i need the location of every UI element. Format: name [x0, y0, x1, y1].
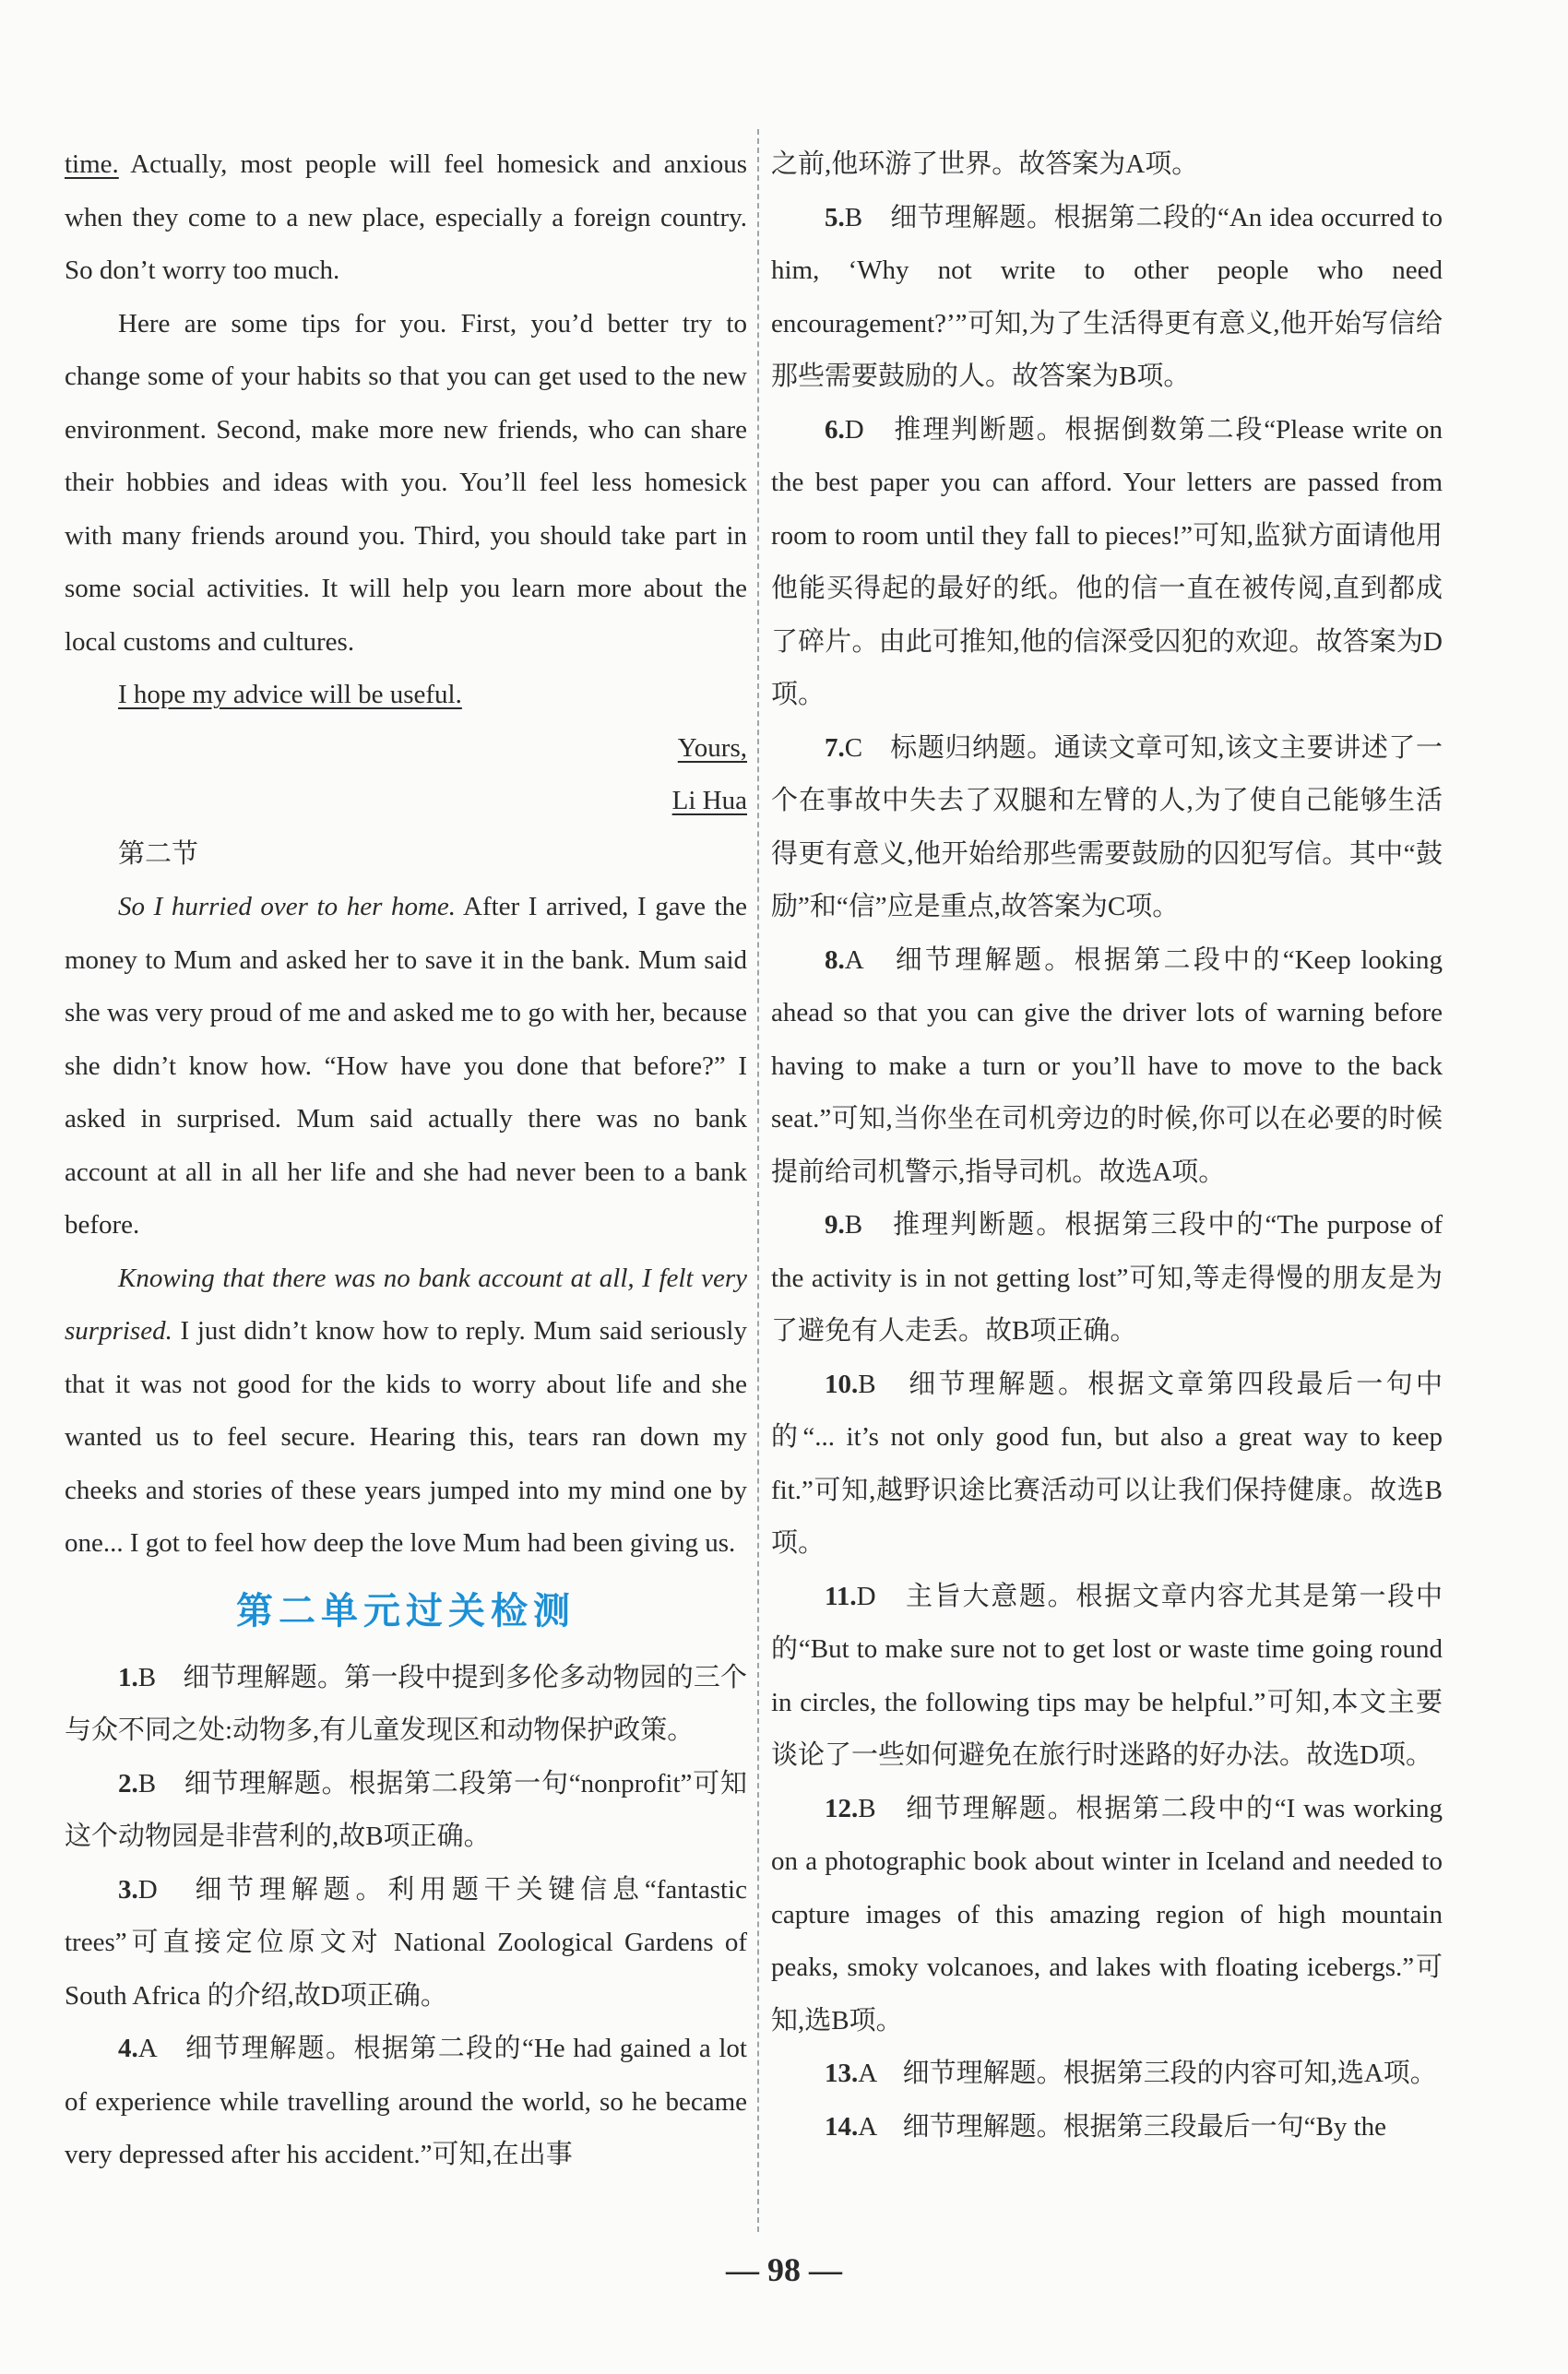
- answer-item: 9.B 推理判断题。根据第三段中的“The purpose of the activity is in not getting lost”可知,等走得慢的朋友是为了避免有人走丢。故B项正确。: [771, 1210, 1443, 1346]
- answer-item: 2.B 细节理解题。根据第二段第一句“nonprofit”可知这个动物园是非营利的,故B项正确。: [65, 1768, 747, 1851]
- answer-item: 3.D 细节理解题。利用题干关键信息“fantastic trees”可直接定位原文对 National Zoological Gardens of South Africa 的介绍,故D项正确。: [65, 1874, 747, 2011]
- essay-paragraph-2: Here are some tips for you. First, you’d better try to change some of your habits so that you can get used to the new environment. Second, make more new friends, who can share their hobbies and ideas with you. You’ll feel less homesick with many friends around you. Third, you should take part in some social activities. It will help you learn more about the local customs and cultures.: [65, 308, 747, 657]
- answer-item: 13.A 细节理解题。根据第三段的内容可知,选A项。: [825, 2059, 1437, 2088]
- answer-item: 4.A 细节理解题。根据第二段的“He had gained a lot of experience while travelling around the world, so he became very depressed after his accident.”可知,在出事: [65, 2034, 747, 2169]
- answer-item: 14.A 细节理解题。根据第三段最后一句“By the: [825, 2111, 1387, 2142]
- right-column: [771, 138, 1443, 2154]
- unit-title: 第二单元过关检测: [236, 1589, 576, 1632]
- answer-item: 5.B 细节理解题。根据第二段的“An idea occurred to him, ‘Why not write to other people who need encouragement?’”可知,为了生活得更有意义,他开始写信给那些需要鼓励的人。故答案为B项。: [771, 202, 1443, 391]
- answer-list-left: [65, 1652, 747, 2182]
- letter-closing: Yours,: [677, 732, 747, 763]
- story-paragraph-1: So I hurried over to her home. After I arrived, I gave the money to Mum and asked her to save it in the bank. Mum said she was very proud of me and asked me to go with her, because she didn’t know how. “How have you done that before?” I asked in surprised. Mum said actually there was no bank account at all in all her life and she had never been to a bank before.: [65, 892, 747, 1240]
- answer-item: 7.C 标题归纳题。通读文章可知,该文主要讲述了一个在事故中失去了双腿和左臂的人,为了使自己能够生活得更有意义,他开始给那些需要鼓励的囚犯写信。其中“鼓励”和“信”应是重点,故答案为C项。: [771, 732, 1443, 921]
- answer-item: 10.B 细节理解题。根据文章第四段最后一句中的“... it’s not only good fun, but also a great way to keep fit.”可知,越野识途比赛活动可以让我们保持健康。故选B项。: [771, 1369, 1443, 1558]
- left-column: [65, 138, 747, 2182]
- section-label: 第二节: [118, 838, 199, 869]
- story-paragraph-2: Knowing that there was no bank account at all, I felt very surprised. I just didn’t know how to reply. Mum said seriously that it was not good for the kids to worry about life and she wanted us to feel secure. Hearing this, tears ran down my cheeks and stories of these years jumped into my mind one by one... I got to feel how deep the love Mum had been giving us.: [65, 1263, 747, 1558]
- answer-item: 12.B 细节理解题。根据第二段中的“I was working on a photographic book about winter in Iceland and needed to capture images of this amazing region of high mountain peaks, smoky volcanoes, and lakes with floating icebergs.”可知,选B项。: [771, 1793, 1443, 2036]
- answer-item: 8.A 细节理解题。根据第二段中的“Keep looking ahead so that you can give the driver lots of warning before having to make a turn or you’ll have to move to the back seat.”可知,当你坐在司机旁边的时候,你可以在必要的时候提前给司机警示,指导司机。故选A项。: [771, 944, 1443, 1187]
- answer-continuation: 之前,他环游了世界。故答案为A项。: [771, 149, 1199, 179]
- underlined-text: I hope my advice will be useful.: [118, 680, 462, 709]
- column-divider: [757, 129, 759, 2232]
- underlined-text: time.: [65, 149, 119, 179]
- answer-item: 6.D 推理判断题。根据倒数第二段“Please write on the best paper you can afford. Your letters are passed from room to room until they fall to pieces!”可知,监狱方面请他用他能买得起的最好的纸。他的信一直在被传阅,直到都成了碎片。由此可推知,他的信深受囚犯的欢迎。故答案为D项。: [771, 414, 1443, 709]
- letter-signature: Li Hua: [671, 786, 747, 815]
- given-sentence: Knowing that there was no bank account at all, I felt very surprised.: [65, 1263, 747, 1346]
- answer-item: 1.B 细节理解题。第一段中提到多伦多动物园的三个与众不同之处:动物多,有儿童发现区和动物保护政策。: [65, 1662, 747, 1745]
- answer-item: 11.D 主旨大意题。根据文章内容尤其是第一段中的“But to make sure not to get lost or waste time going round in circles, the following tips may be helpful.”可知,本文主要谈论了一些如何避免在旅行时迷路的好办法。故选D项。: [771, 1581, 1443, 1770]
- essay-paragraph-3: [65, 669, 747, 722]
- page-number: — 98 —: [726, 2251, 842, 2288]
- given-sentence: So I hurried over to her home.: [118, 892, 457, 921]
- essay-paragraph-1: time. Actually, most people will feel homesick and anxious when they come to a new place, especially a foreign country. So don’t worry too much.: [65, 149, 747, 285]
